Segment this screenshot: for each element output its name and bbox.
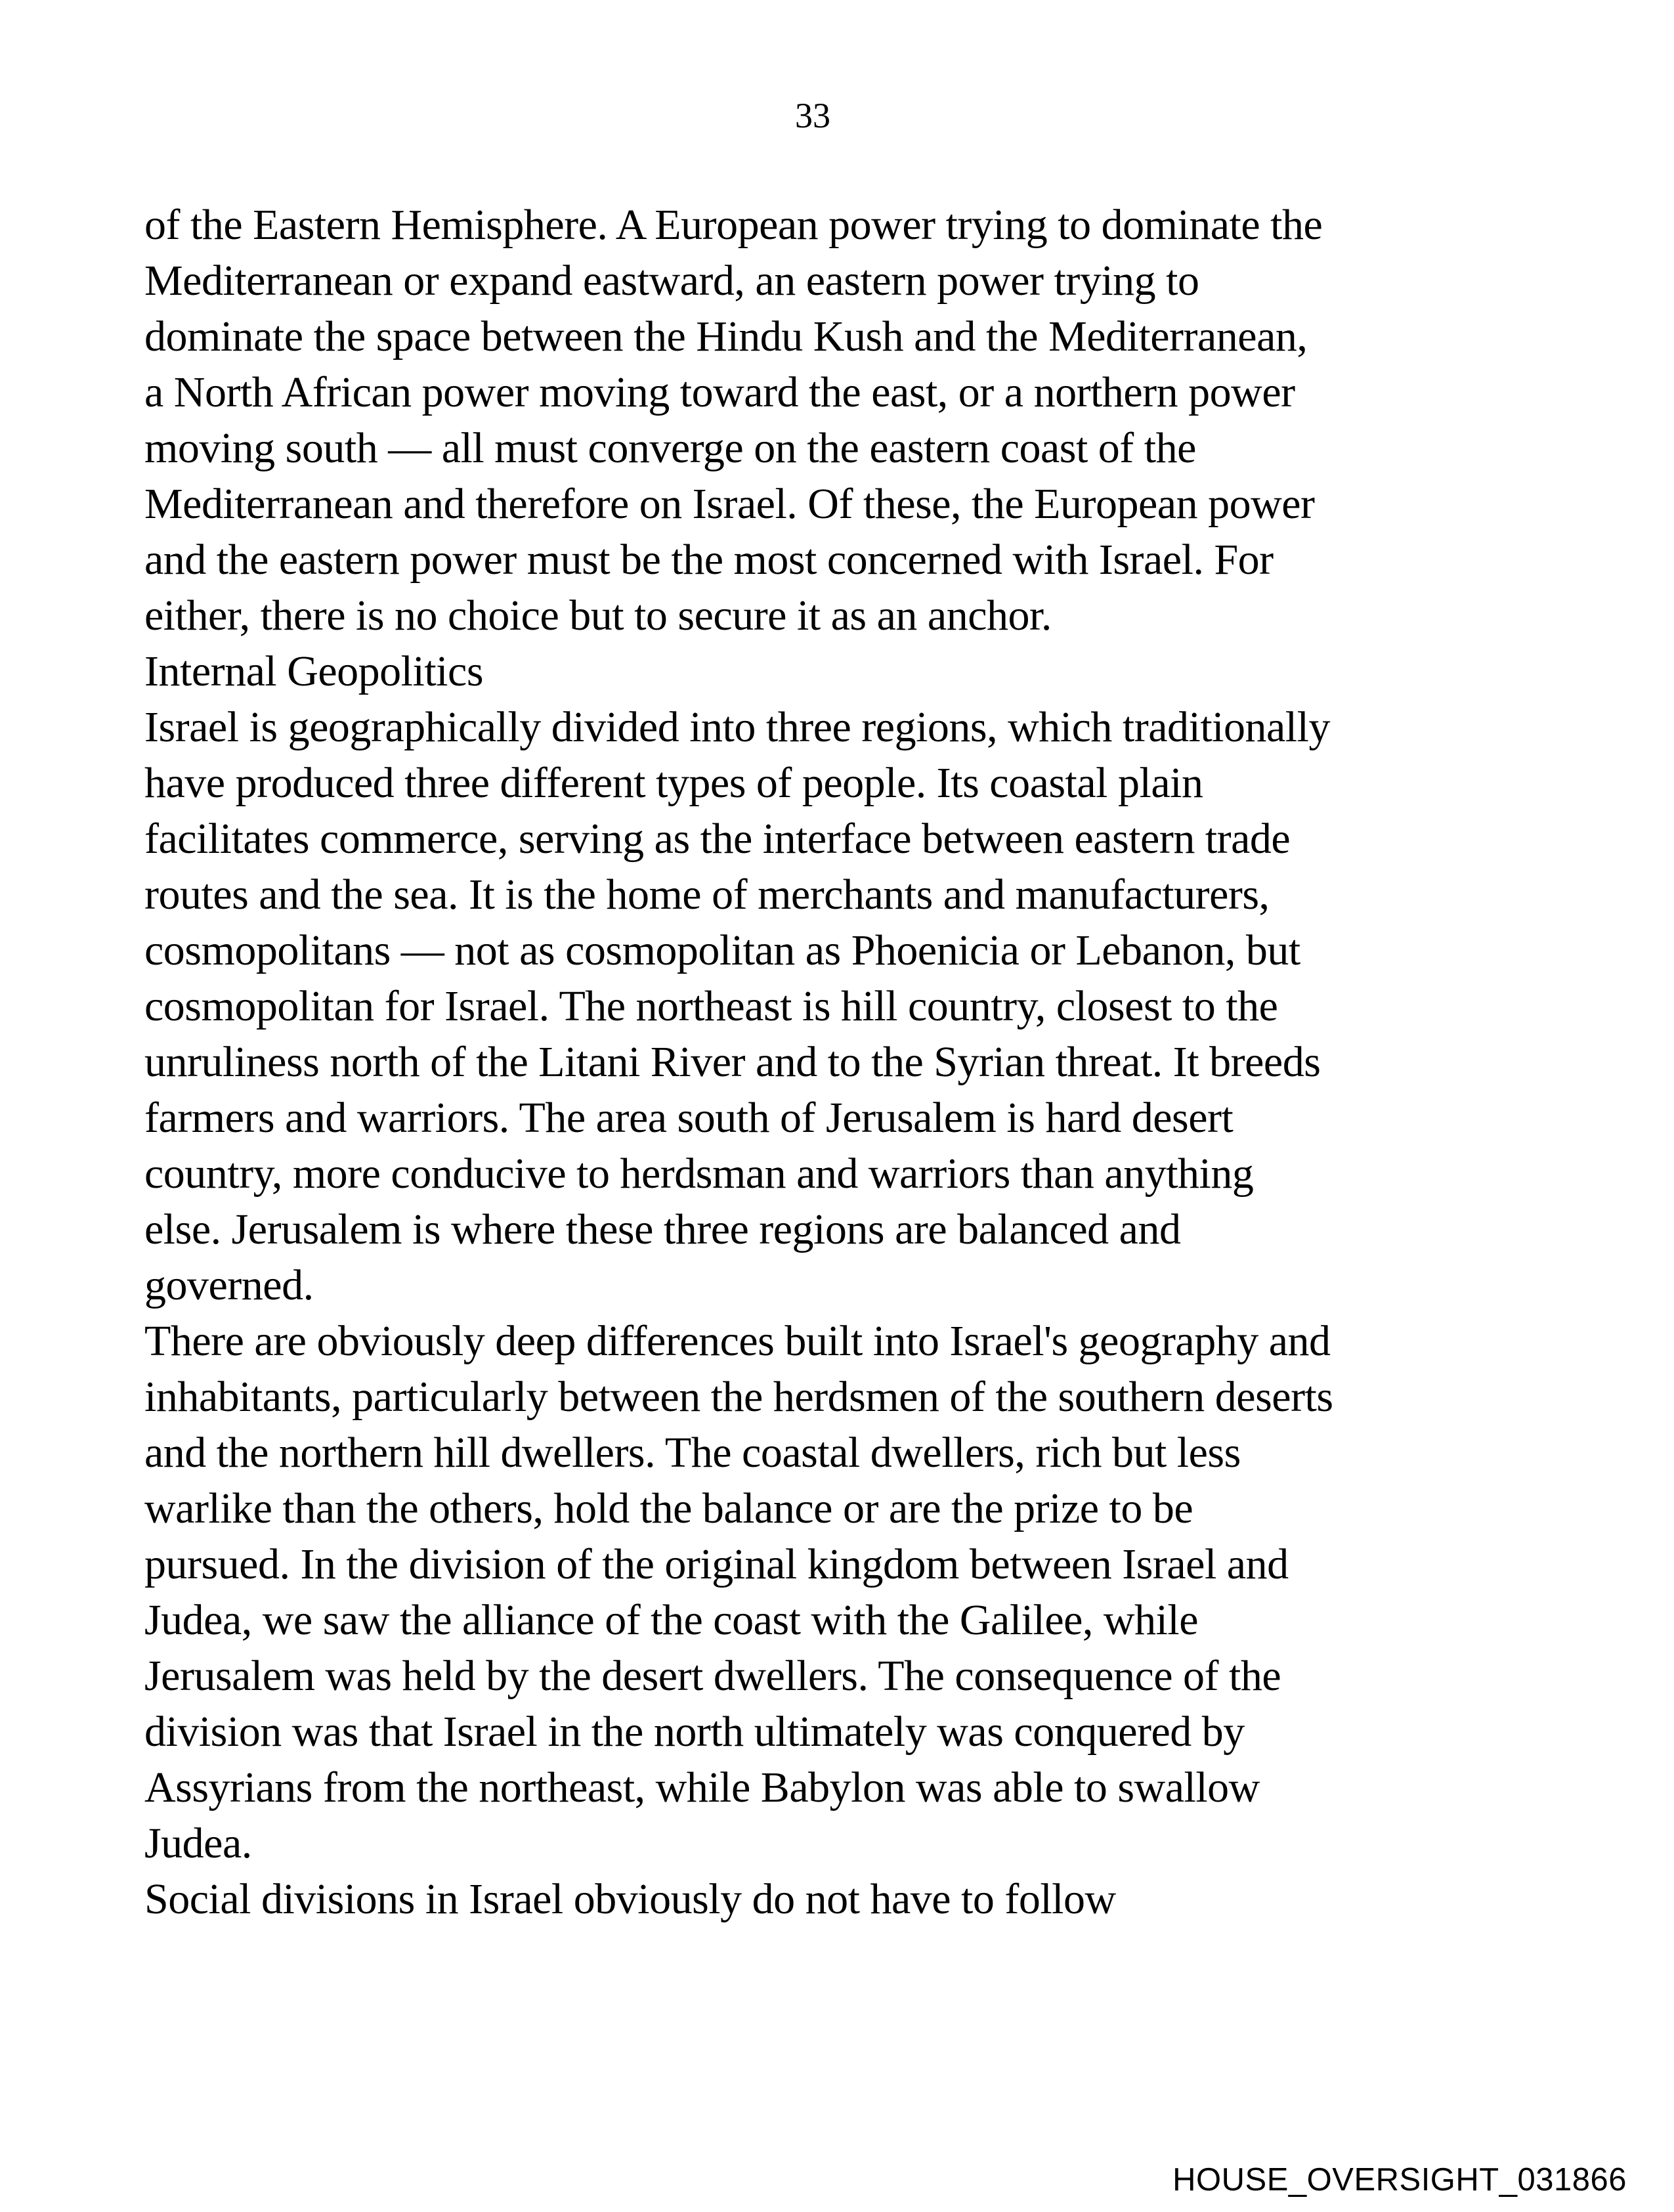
text-line: warlike than the others, hold the balance or are the prize to be [144, 1485, 1193, 1532]
text-line: and the northern hill dwellers. The coastal dwellers, rich but less [144, 1429, 1241, 1477]
text-line: unruliness north of the Litani River and to the Syrian threat. It breeds [144, 1038, 1321, 1086]
text-line: Internal Geopolitics [144, 647, 484, 695]
text-line: of the Eastern Hemisphere. A European power trying to dominate the [144, 201, 1323, 249]
text-line: farmers and warriors. The area south of Jerusalem is hard desert [144, 1094, 1234, 1142]
text-line: routes and the sea. It is the home of merchants and manufacturers, [144, 871, 1270, 919]
text-line: division was that Israel in the north ultimately was conquered by [144, 1708, 1245, 1756]
bates-number: HOUSE_OVERSIGHT_031866 [1172, 2162, 1627, 2198]
text-line: else. Jerusalem is where these three regions are balanced and [144, 1205, 1181, 1253]
text-line: Judea. [144, 1819, 252, 1867]
text-line: inhabitants, particularly between the herdsmen of the southern deserts [144, 1373, 1333, 1421]
text-line: Mediterranean and therefore on Israel. Of these, the European power [144, 480, 1315, 528]
text-line: moving south — all must converge on the eastern coast of the [144, 424, 1196, 472]
page-number: 33 [795, 96, 830, 135]
text-line: pursued. In the division of the original kingdom between Israel and [144, 1540, 1289, 1588]
text-line: Jerusalem was held by the desert dwellers. The consequence of the [144, 1652, 1281, 1700]
text-line: either, there is no choice but to secure it as an anchor. [144, 592, 1052, 640]
text-line: Assyrians from the northeast, while Babylon was able to swallow [144, 1764, 1260, 1811]
text-line: governed. [144, 1261, 314, 1309]
text-line: Israel is geographically divided into three regions, which traditionally [144, 703, 1330, 751]
text-line: a North African power moving toward the east, or a northern power [144, 368, 1295, 416]
text-line: cosmopolitan for Israel. The northeast is hill country, closest to the [144, 982, 1278, 1030]
body-text [144, 197, 1576, 1927]
text-line: have produced three different types of people. Its coastal plain [144, 759, 1203, 807]
text-line: dominate the space between the Hindu Kush and the Mediterranean, [144, 313, 1308, 360]
text-line: and the eastern power must be the most concerned with Israel. For [144, 536, 1274, 584]
text-line: Mediterranean or expand eastward, an eastern power trying to [144, 257, 1199, 305]
text-line: Judea, we saw the alliance of the coast with the Galilee, while [144, 1596, 1199, 1644]
text-line: country, more conducive to herdsman and warriors than anything [144, 1150, 1254, 1198]
text-line: There are obviously deep differences built into Israel's geography and [144, 1317, 1331, 1365]
text-line: Social divisions in Israel obviously do not have to follow [144, 1875, 1116, 1923]
text-line: facilitates commerce, serving as the interface between eastern trade [144, 815, 1291, 863]
text-line: cosmopolitans — not as cosmopolitan as Phoenicia or Lebanon, but [144, 926, 1300, 974]
